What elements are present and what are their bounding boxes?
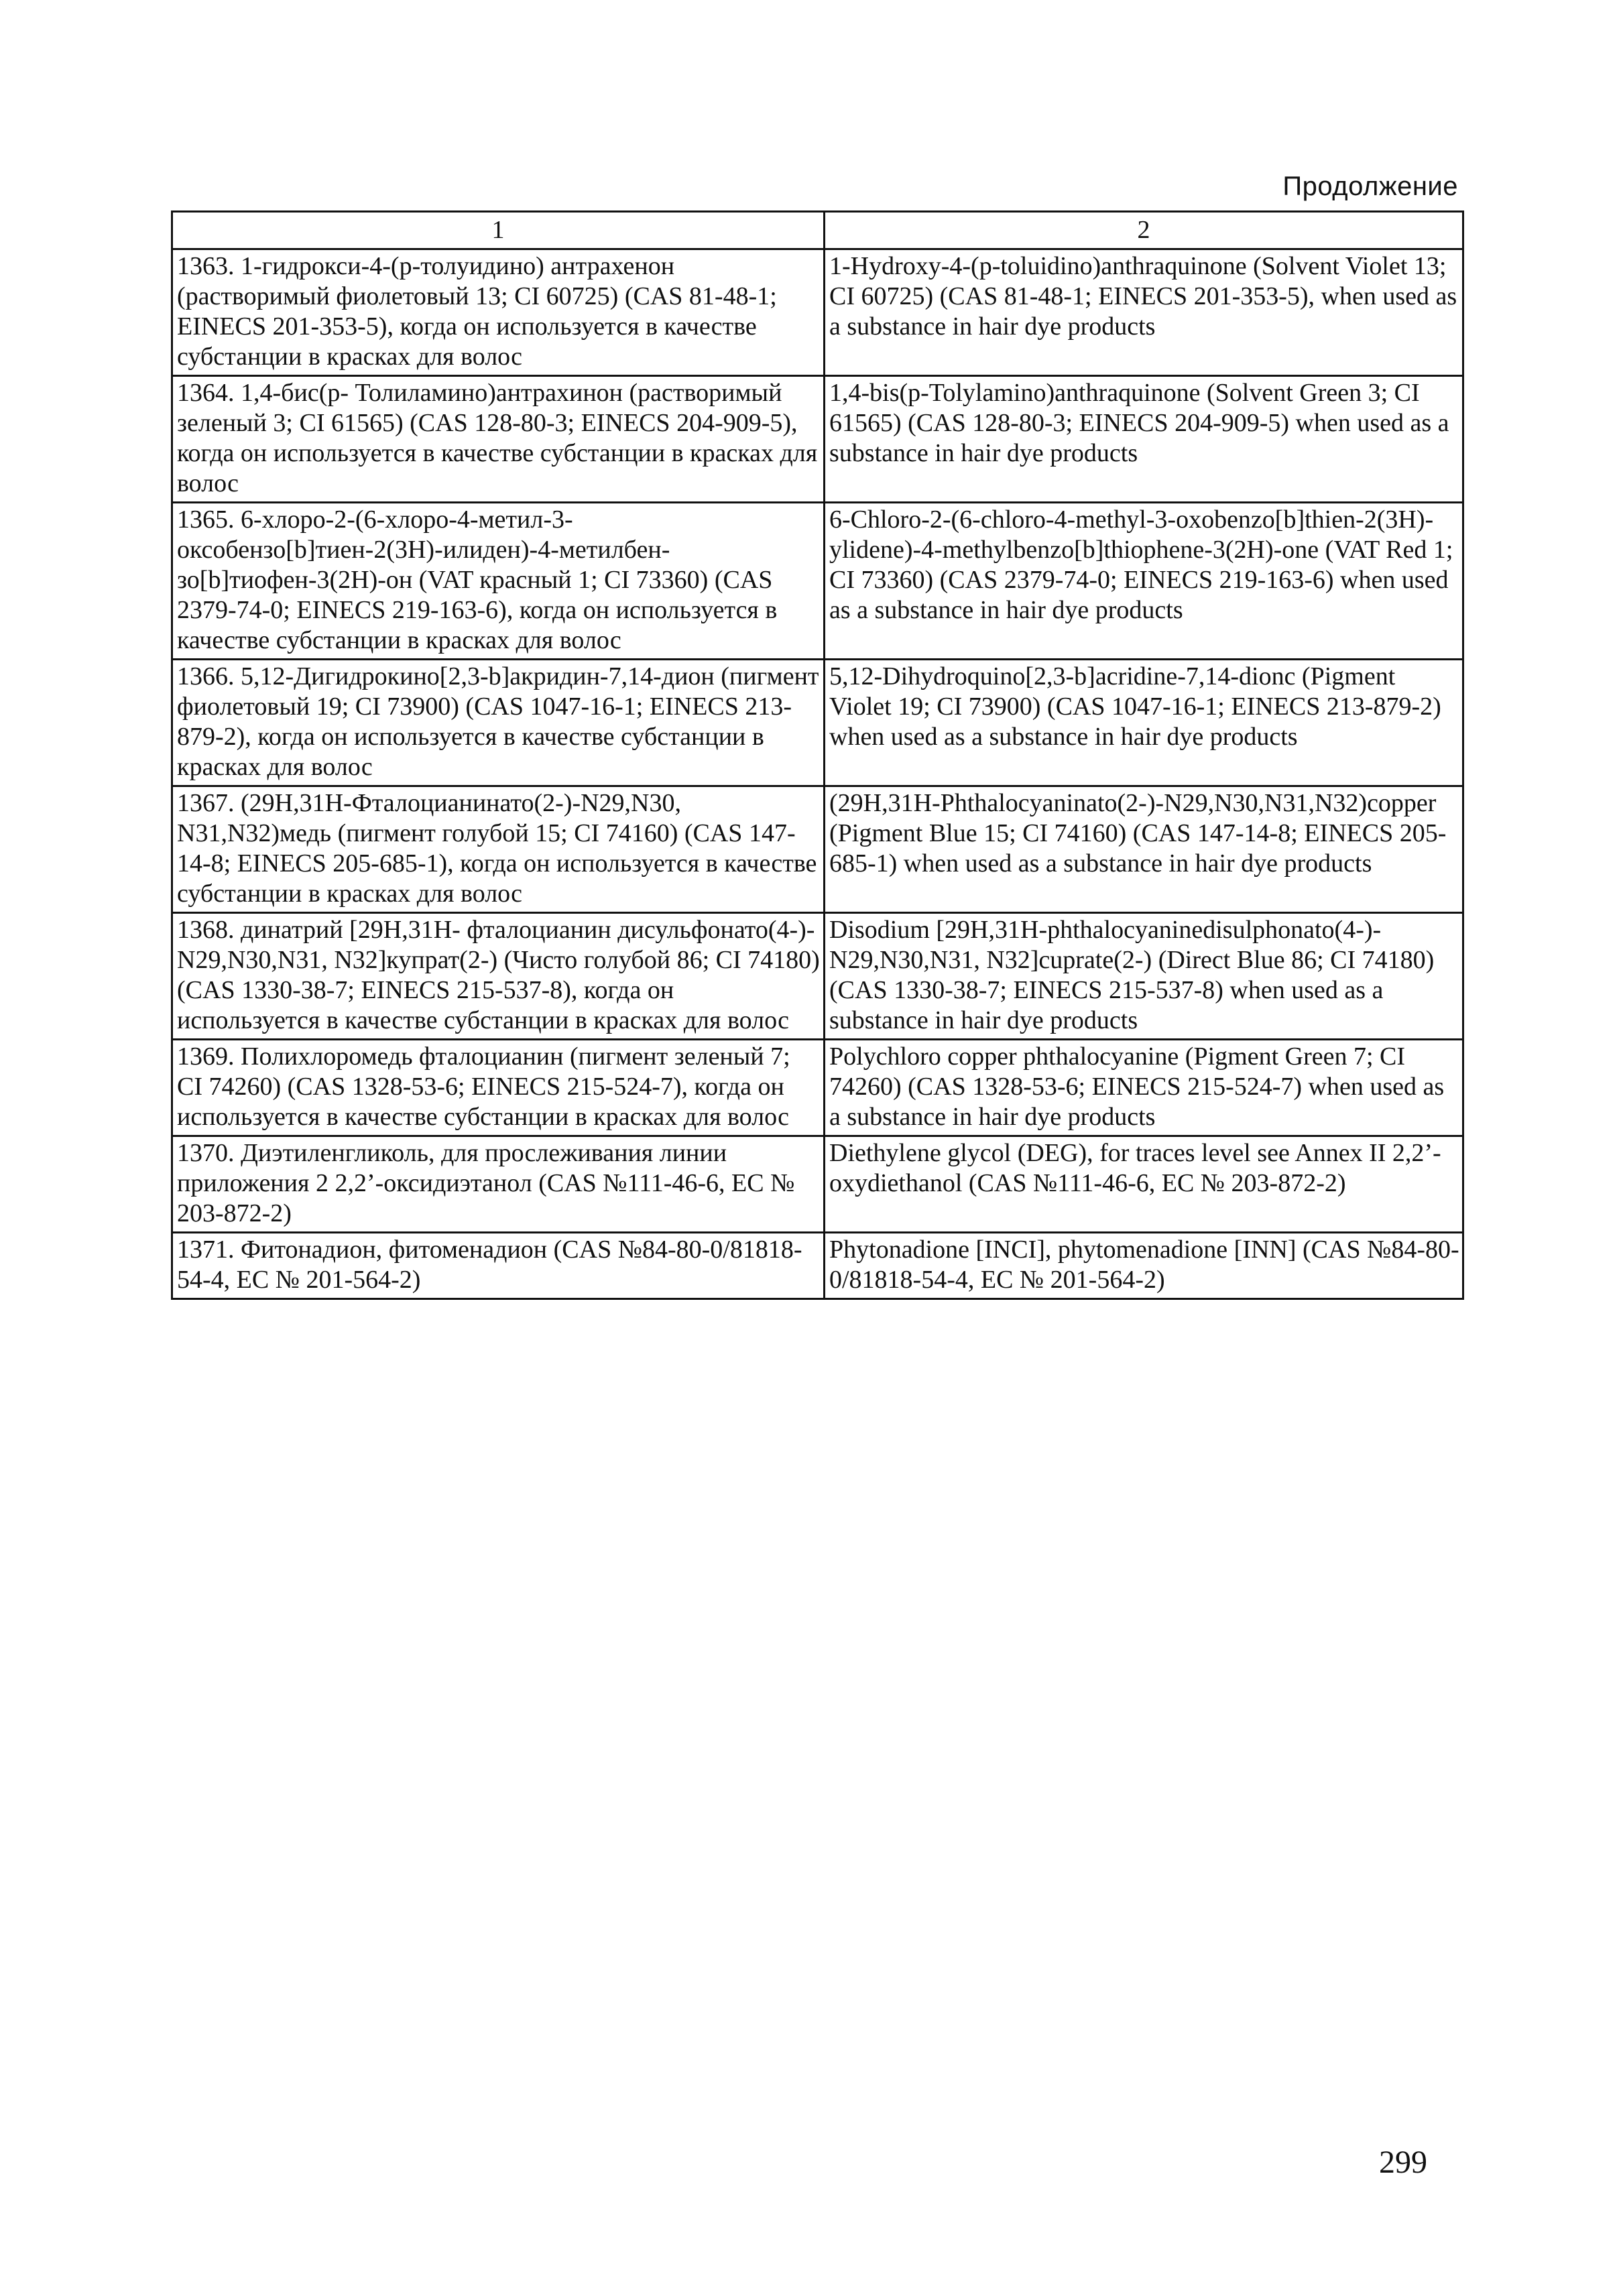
cell-russian: 1371. Фитонадион, фитоменадион (CAS №84-80-0/81818-54-4, EC № 201-564-2): [172, 1233, 825, 1299]
cell-english: Polychloro copper phthalocyanine (Pigment Green 7; CI 74260) (CAS 1328-53-6; EINECS 215-524-7) when used as a substance in hair dye products: [825, 1040, 1463, 1136]
cell-english: Diethylene glycol (DEG), for traces level see Annex II 2,2’-oxydiethanol (CAS №111-46-6, EC № 203-872-2): [825, 1136, 1463, 1233]
cell-russian: 1368. динатрий [29H,31H- фталоцианин дисульфонато(4-)-N29,N30,N31, N32]купрат(2-) (Чисто голубой 86; CI 74180) (CAS 1330-38-7; EINECS 215-537-8), когда он используется в качестве субстанции в красках для волос: [172, 913, 825, 1040]
cell-english: 1,4-bis(p-Tolylamino)anthraquinone (Solvent Green 3; CI 61565) (CAS 128-80-3; EINECS 204-909-5) when used as a substance in hair dye products: [825, 376, 1463, 503]
table-row: [172, 1233, 1463, 1299]
cell-russian: 1365. 6-хлоро-2-(6-хлоро-4-метил-3- оксобензо[b]тиен-2(3H)-илиден)-4-метилбен-зо[b]тиофен-3(2H)-он (VAT красный 1; CI 73360) (CAS 2379-74-0; EINECS 219-163-6), когда он используется в качестве субстанции в красках для волос: [172, 503, 825, 660]
column-header-2: 2: [825, 212, 1463, 249]
column-header-1: 1: [172, 212, 825, 249]
table-row: [172, 1136, 1463, 1233]
page-number: 299: [1379, 2144, 1427, 2180]
cell-english: 1-Hydroxy-4-(p-toluidino)anthraquinone (Solvent Violet 13; CI 60725) (CAS 81-48-1; EINECS 201-353-5), when used as a substance in hair dye products: [825, 249, 1463, 376]
cell-russian: 1370. Диэтиленгликоль, для прослеживания линии приложения 2 2,2’-оксидиэтанол (CAS №111-46-6, EC № 203-872-2): [172, 1136, 825, 1233]
cell-russian: 1367. (29H,31H-Фталоцианинато(2-)-N29,N30, N31,N32)медь (пигмент голубой 15; CI 74160) (CAS 147-14-8; EINECS 205-685-1), когда он используется в качестве субстанции в красках для волос: [172, 786, 825, 913]
cell-russian: 1366. 5,12-Дигидрокино[2,3-b]акридин-7,14-дион (пигмент фиолетовый 19; CI 73900) (CAS 1047-16-1; EINECS 213-879-2), когда он используется в качестве субстанции в красках для волос: [172, 660, 825, 786]
cell-english: Disodium [29H,31H-phthalocyaninedisulphonato(4-)-N29,N30,N31, N32]cuprate(2-) (Direct Blue 86; CI 74180) (CAS 1330-38-7; EINECS 215-537-8) when used as a substance in hair dye products: [825, 913, 1463, 1040]
cell-russian: 1369. Полихлоромедь фталоцианин (пигмент зеленый 7; CI 74260) (CAS 1328-53-6; EINECS 215-524-7), когда он используется в качестве субстанции в красках для волос: [172, 1040, 825, 1136]
substances-table: [171, 210, 1464, 1300]
table-row: [172, 786, 1463, 913]
table-row: [172, 376, 1463, 503]
cell-russian: 1363. 1-гидрокси-4-(р-толуидино) антрахенон (растворимый фиолетовый 13; CI 60725) (CAS 81-48-1; EINECS 201-353-5), когда он используется в качестве субстанции в красках для волос: [172, 249, 825, 376]
continuation-label: Продолжение: [1282, 172, 1458, 201]
cell-english: (29H,31H-Phthalocyaninato(2-)-N29,N30,N31,N32)copper (Pigment Blue 15; CI 74160) (CAS 147-14-8; EINECS 205-685-1) when used as a substance in hair dye products: [825, 786, 1463, 913]
table-row: [172, 503, 1463, 660]
cell-english: 6-Chloro-2-(6-chloro-4-methyl-3-oxobenzo[b]thien-2(3H)-ylidene)-4-methylbenzo[b]thiophene-3(2H)-one (VAT Red 1; CI 73360) (CAS 2379-74-0; EINECS 219-163-6) when used as a substance in hair dye products: [825, 503, 1463, 660]
table-header-row: [172, 212, 1463, 249]
cell-russian: 1364. 1,4-бис(р- Толиламино)антрахинон (растворимый зеленый 3; CI 61565) (CAS 128-80-3; EINECS 204-909-5), когда он используется в качестве субстанции в красках для волос: [172, 376, 825, 503]
table-row: [172, 660, 1463, 786]
table-row: [172, 913, 1463, 1040]
table-row: [172, 249, 1463, 376]
cell-english: 5,12-Dihydroquino[2,3-b]acridine-7,14-dionc (Pigment Violet 19; CI 73900) (CAS 1047-16-1; EINECS 213-879-2) when used as a substance in hair dye products: [825, 660, 1463, 786]
table-row: [172, 1040, 1463, 1136]
cell-english: Phytonadione [INCI], phytomenadione [INN] (CAS №84-80-0/81818-54-4, EC № 201-564-2): [825, 1233, 1463, 1299]
